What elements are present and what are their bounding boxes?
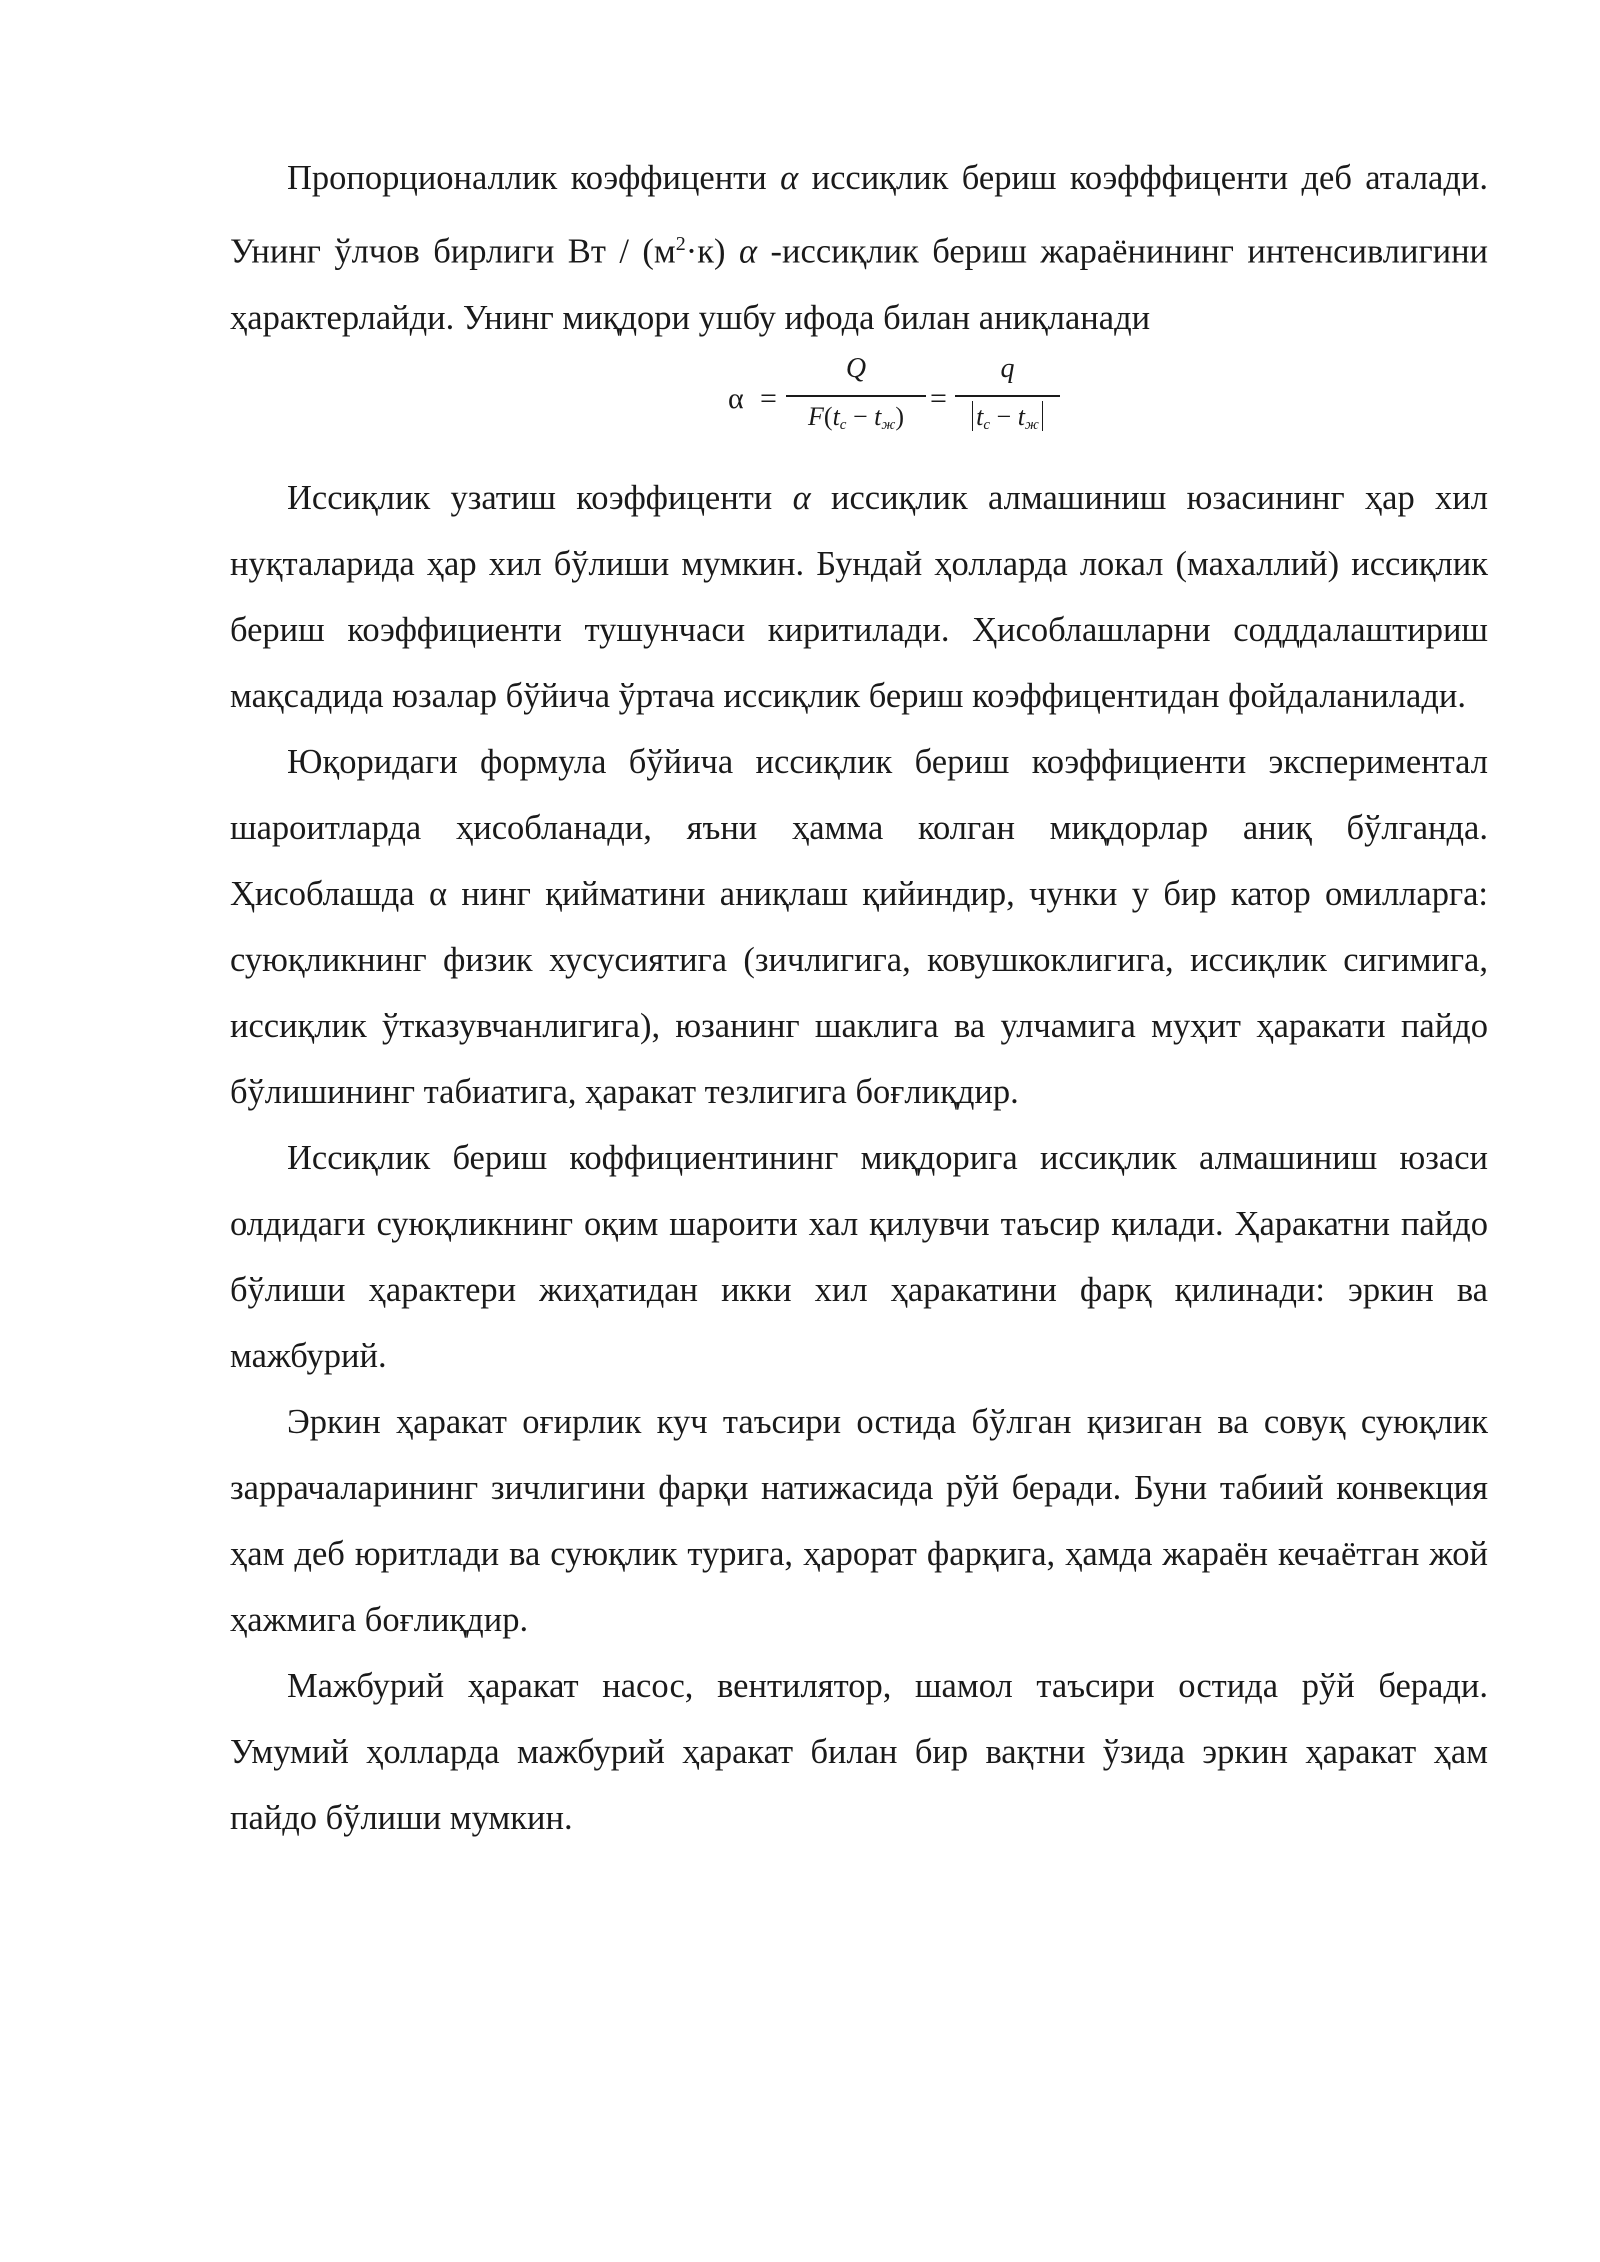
denominator-2 <box>955 399 1060 443</box>
text-run: Пропорционаллик коэффиценти <box>287 159 781 197</box>
text-run: иссиқлик бериш коэфффиценти деб аталади. Унинг ўлчов бирлиги Вт / (м <box>230 159 1488 271</box>
abs-bar-right <box>1042 401 1043 431</box>
subscript-zh: ж <box>1024 416 1039 433</box>
formula-fraction-2 <box>955 351 1060 443</box>
paren-close: ) <box>895 401 904 431</box>
paragraph-1 <box>230 145 1488 351</box>
denominator-1 <box>786 399 926 443</box>
minus-sign: − <box>846 401 875 431</box>
fraction-bar <box>786 395 926 397</box>
text-run: ·к) <box>685 232 739 271</box>
formula-equals: = <box>930 381 947 415</box>
alpha-symbol: α <box>428 874 448 913</box>
text-run: Юқоридаги формула бўйича иссиқлик бериш коэффициенти экспериментал шароитларда ҳисобланади, яъни ҳамма колган миқдорлар аниқ бўлганда. Ҳисоблашда <box>230 742 1488 913</box>
alpha-symbol: α <box>792 478 811 517</box>
alpha-symbol: α <box>780 159 799 197</box>
formula-equals: = <box>760 381 777 415</box>
fraction-bar <box>955 395 1060 397</box>
paragraph-5: Эркин ҳаракат оғирлик куч таъсири остида бўлган қизиган ва совуқ суюқлик заррачаларининг зичлигини фарқи натижасида рўй беради. Буни табиий конвекция ҳам деб юритлади ва суюқлик турига, ҳарорат фарқига, ҳамда жараён кечаётган жой ҳажмига боғлиқдир. <box>230 1402 1488 1639</box>
symbol-t: t <box>832 401 840 431</box>
document-body <box>230 145 1488 1851</box>
text-run: Иссиқлик узатиш коэффиценти <box>287 478 793 517</box>
symbol-t: t <box>1017 401 1025 431</box>
abs-bar-left <box>972 401 973 431</box>
paragraph-4: Иссиқлик бериш коффициентининг миқдорига иссиқлик алмашиниш юзаси олдидаги суюқликнинг оқим шароити хал қилувчи таъсир қилади. Ҳаракатни пайдо бўлиши ҳарактери жиҳатидан икки хил ҳаракатини фарқ қилинади: эркин ва мажбурий. <box>230 1138 1488 1375</box>
subscript-c: с <box>983 416 991 433</box>
paragraph-6: Мажбурий ҳаракат насос, вентилятор, шамол таъсири остида рўй беради. Умумий ҳолларда мажбурий ҳаракат билан бир вақтни ўзида эркин ҳаракат ҳам пайдо бўлиши мумкин. <box>230 1666 1488 1837</box>
numerator-q: q <box>1000 352 1015 384</box>
heat-transfer-formula <box>230 351 1488 465</box>
paragraph-2 <box>230 465 1488 729</box>
text-run: нинг қийматини аниқлаш қийиндир, чунки у бир катор омилларга: суюқликнинг физик хусусиятига (зичлигига, ковушкоклигига, иссиқлик сигимига, иссиқлик ўтказувчанлигига), юзанинг шаклига ва улчамига муҳит ҳаракати пайдо бўлишининг табиатига, ҳаракат тезлигига боғлиқдир. <box>230 874 1488 1111</box>
alpha-symbol: α <box>738 232 758 271</box>
symbol-t: t <box>976 401 984 431</box>
formula-fraction-1 <box>786 351 926 443</box>
symbol-F: F <box>808 401 824 431</box>
paren-open: ( <box>823 401 833 431</box>
text-run: -иссиқлик бериш жараёнининг интенсивлигини ҳарактерлайди. Унинг миқдори ушбу ифода билан аниқланади <box>230 232 1488 337</box>
symbol-t: t <box>874 401 882 431</box>
subscript-c: с <box>839 416 847 433</box>
numerator-Q: Q <box>845 352 867 384</box>
minus-sign: − <box>990 401 1018 431</box>
superscript-2: 2 <box>675 233 686 255</box>
subscript-zh: ж <box>881 416 896 433</box>
paragraph-3 <box>230 729 1488 1125</box>
text-run: иссиқлик алмашиниш юзасининг ҳар хил нуқталарида ҳар хил бўлиши мумкин. Бундай ҳолларда локал (махаллий) иссиқлик бериш коэффициенти тушунчаси киритилади. Ҳисоблашларни содддалаштириш мақсадида юзалар бўйича ўртача иссиқлик бериш коэффицентидан фойдаланилади. <box>230 478 1488 715</box>
formula-alpha: α <box>728 381 744 415</box>
